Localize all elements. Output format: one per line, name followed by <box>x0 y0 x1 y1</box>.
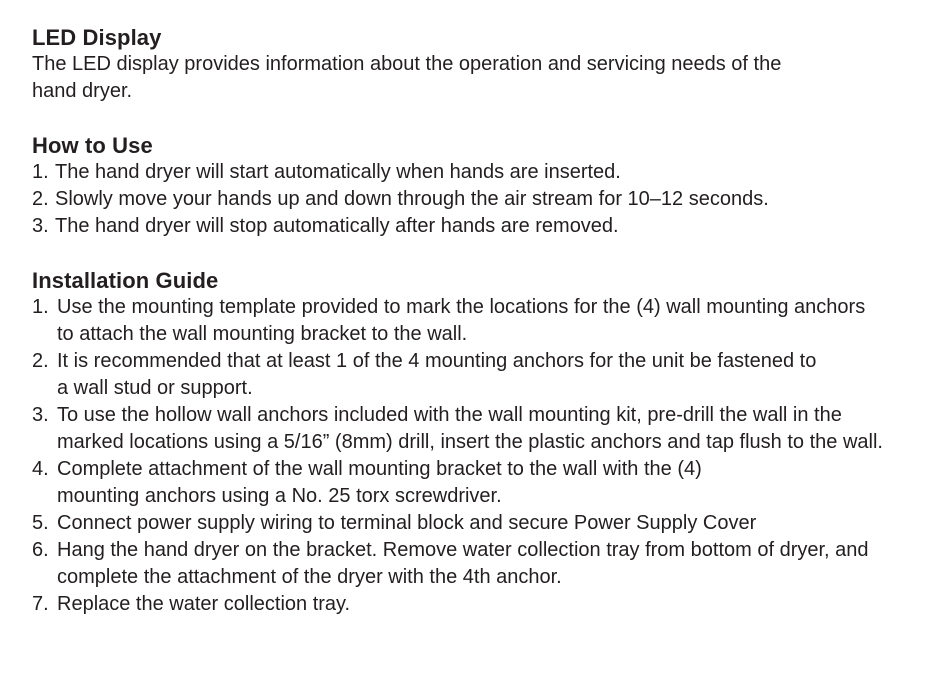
step-text: Use the mounting template provided to mark the locations for the (4) wall mounting anchors to attach the wall mounting bracket to the wall. <box>57 296 866 345</box>
how-to-use-step-1 <box>32 159 912 186</box>
installation-step-4 <box>32 456 912 510</box>
step-text: To use the hollow wall anchors included with the wall mounting kit, pre-drill the wall in the marked locations using a 5/16” (8mm) drill, insert the plastic anchors and tap flush to the wall. <box>57 404 883 453</box>
step-text: Complete attachment of the wall mounting bracket to the wall with the (4) mounting anchors using a No. 25 torx screwdriver. <box>57 458 702 507</box>
led-display-description: The LED display provides information about the operation and servicing needs of the hand dryer. <box>32 53 782 102</box>
installation-step-5 <box>32 510 912 537</box>
led-display-section <box>32 24 912 105</box>
step-number: 2. <box>32 350 49 372</box>
installation-step-6 <box>32 537 912 591</box>
how-to-use-heading: How to Use <box>32 133 153 158</box>
how-to-use-steps <box>32 159 912 240</box>
step-text: Replace the water collection tray. <box>57 593 351 615</box>
installation-guide-section <box>32 267 912 618</box>
installation-step-3 <box>32 402 912 456</box>
installation-step-1 <box>32 294 912 348</box>
step-text: It is recommended that at least 1 of the 4 mounting anchors for the unit be fastened to a wall stud or support. <box>57 350 817 399</box>
installation-steps <box>32 294 912 618</box>
installation-step-2 <box>32 348 912 402</box>
how-to-use-section <box>32 132 912 240</box>
step-text: The hand dryer will stop automatically after hands are removed. <box>55 215 619 237</box>
installation-guide-heading: Installation Guide <box>32 268 219 293</box>
step-text: The hand dryer will start automatically when hands are inserted. <box>55 161 621 183</box>
step-text: Hang the hand dryer on the bracket. Remove water collection tray from bottom of dryer, and complete the attachment of the dryer with the 4th anchor. <box>57 539 869 588</box>
step-number: 6. <box>32 539 49 561</box>
step-number: 1. <box>32 296 49 318</box>
how-to-use-step-2 <box>32 186 912 213</box>
step-number: 7. <box>32 593 49 615</box>
step-number: 3. <box>32 215 49 237</box>
step-number: 2. <box>32 188 49 210</box>
led-display-heading: LED Display <box>32 25 162 50</box>
how-to-use-step-3 <box>32 213 912 240</box>
step-number: 3. <box>32 404 49 426</box>
step-number: 5. <box>32 512 49 534</box>
installation-step-7 <box>32 591 912 618</box>
step-number: 1. <box>32 161 49 183</box>
step-text: Slowly move your hands up and down through the air stream for 10–12 seconds. <box>55 188 769 210</box>
step-text: Connect power supply wiring to terminal block and secure Power Supply Cover <box>57 512 757 534</box>
instruction-page <box>32 24 912 645</box>
step-number: 4. <box>32 458 49 480</box>
